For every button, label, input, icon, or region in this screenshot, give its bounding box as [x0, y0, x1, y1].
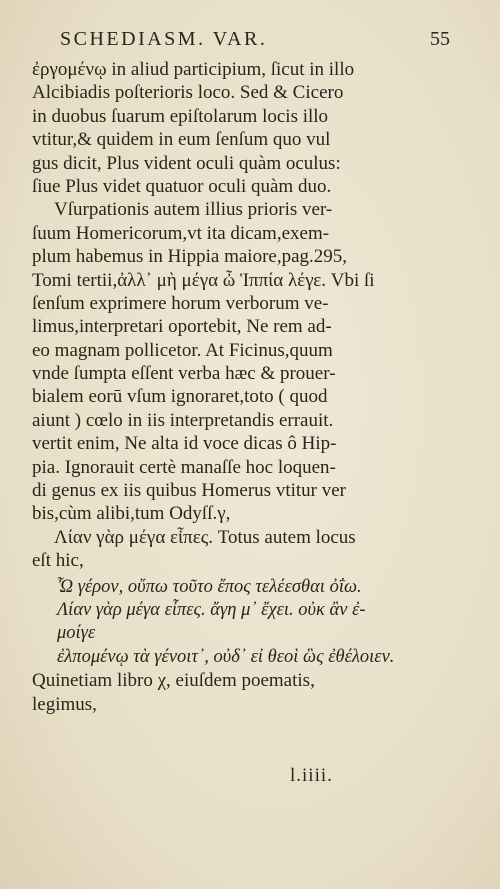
text-line: ſiue Plus videt quatuor oculi quàm duo. [32, 175, 332, 197]
text-line: ἐργομένῳ in aliud participium, ſicut in illo [32, 59, 355, 80]
text-line: Tomi tertii,ἀλλ᾽ μὴ μέγα ὦ Ἱππία λέγε. Vbi ſi [32, 269, 375, 291]
text-line: bis,cùm alibi,tum Odyſſ.γ, [32, 503, 231, 525]
text-line: vnde ſumpta eſſent verba hæc & prouer- [32, 363, 336, 385]
text-line: eo magnam pollicetor. At Ficinus,quum [32, 339, 333, 361]
text-line: in duobus ſuarum epiſtolarum locis illo [32, 105, 329, 127]
running-title: SCHEDIASM. VAR. [60, 28, 268, 50]
text-line: gus dicit, Plus vident oculi quàm oculus: [32, 152, 341, 174]
text-line: eſt hic, [32, 550, 84, 572]
verse-quote-line: μοίγε [57, 623, 96, 644]
text-line: legimus, [32, 693, 97, 715]
text-line: pia. Ignorauit certè manaſſe hoc loquen- [32, 456, 336, 478]
verse-quote-line: Ὦ γέρον, οὔπω τοῦτο ἔπος τελέεσθαι ὀΐω. [57, 576, 362, 597]
text-line: aiunt ) cœlo in iis interpretandis errauit. [32, 409, 334, 431]
text-line: ſenſum exprimere horum verborum ve- [32, 292, 329, 314]
text-line: ſuum Homericorum,vt ita dicam,exem- [32, 222, 330, 244]
text-line: Vſurpationis autem illius prioris ver- [54, 199, 333, 221]
text-line: Quinetiam libro χ, eiuſdem poematis, [32, 670, 315, 692]
verse-quote-line: Λίαν γὰρ μέγα εἶπες. ἄγη μ᾽ ἔχει. οὐκ ἂν ἐ- [57, 599, 366, 620]
text-line: bialem eorū vſum ignoraret,toto ( quod [32, 386, 328, 408]
text-line: vtitur,& quidem in eum ſenſum quo vul [32, 129, 331, 151]
text-line: di genus ex iis quibus Homerus vtitur ver [32, 480, 346, 502]
text-line: limus,interpretari oportebit, Ne rem ad- [32, 316, 332, 338]
text-line: Alcibiadis poſterioris loco. Sed & Cicero [32, 82, 344, 104]
body-text [32, 58, 402, 716]
signature-mark: l.iiii. [290, 765, 333, 786]
text-line: plum habemus in Hippia maiore,pag.295, [32, 246, 348, 268]
page-number: 55 [430, 28, 450, 50]
text-line: vertit enim, Ne alta id voce dicas ô Hip- [32, 433, 337, 455]
page-header [60, 28, 450, 54]
verse-quote-line: ἐλπομένῳ τὰ γένοιτ᾽, οὐδ᾽ εἰ θεοὶ ὣς ἐθέλοιεν. [57, 646, 395, 667]
text-line: Λίαν γὰρ μέγα εἶπες. Totus autem locus [54, 526, 356, 548]
